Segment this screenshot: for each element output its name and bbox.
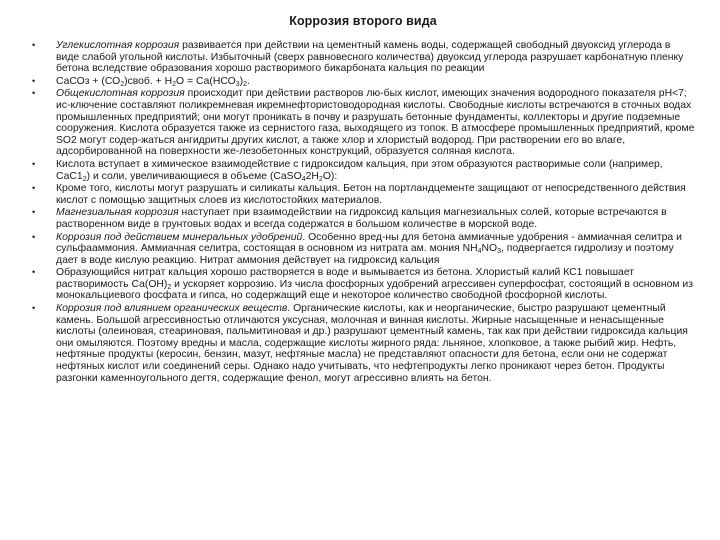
formula-sub: 2	[318, 175, 323, 183]
formula-sub: 2	[120, 80, 125, 88]
item-text: Образующийся нитрат кальция хорошо растворяется в воде и вымывается из бетона. Хлористый калий КС1 повышает растворимость Са(ОН)	[56, 267, 635, 290]
list-item	[30, 76, 696, 88]
bullet-icon: •	[32, 158, 36, 169]
bullet-icon: •	[32, 231, 36, 242]
formula-sub: 3	[235, 80, 240, 88]
bullet-icon: •	[32, 75, 36, 86]
list-item	[30, 303, 696, 384]
list-item	[30, 40, 696, 75]
item-text: NO	[481, 243, 498, 255]
formula-sub: 2	[167, 283, 172, 291]
item-text: происходит при действии растворов лю-бых кислот, имеющих значения водородного показателя рН<7; ис-ключение составляют поликремневая икремнефтористоводородная кислоты. Свободные кислоты встречаются в сточных водах промышленных предприятий; они могут проникать в почву и разрушать бетонные фундаменты, коллекторы и другие подземные сооружения. Кислота образуется также из сернистого газа, выходящего из топок. В атмосфере промышленных предприятий, кроме SO2 могут содер-жаться ангидриты других кислот, а также хлор и хлористый водород. При растворении его во влаге, адсорбированной на поверхности же-лезобетонных конструкций, образуется соляная кислота.	[56, 88, 695, 158]
formula-sub: 4	[477, 248, 482, 256]
slide-title: Коррозия второго вида	[289, 14, 437, 28]
formula-part: О = Са(НСО	[176, 75, 236, 87]
item-text: . Особенно вред-ны для бетона аммиачные удобрения - аммиачная селитра и сульфааммония. Аммиачная селитра, состоящая в основном из нитрата ам. мония NH	[56, 231, 682, 255]
formula-part: )своб. + Н	[124, 75, 173, 87]
item-text: , подвергается гидролизу и поэтому дает в воде кислую реакцию. Нитрат аммония действует на гидроксид кальция	[56, 243, 674, 266]
item-text: O):	[322, 170, 338, 182]
item-text: и ускоряет коррозию. Из числа фосфорных удобрений агрессивен суперфосфат, состоящий в основном из монокальциевого фосфата и гипса, но содержащий еще и некоторое количество свободной фосфорной кислоты.	[56, 278, 693, 302]
list-item	[30, 159, 696, 182]
formula-part: .	[246, 75, 250, 87]
formula-sub: 4	[301, 175, 306, 183]
item-text: ) и соли, увеличивающиеся в объеме (CaSO	[86, 170, 302, 182]
formula-sub: 3	[497, 248, 501, 256]
item-text: Кроме того, кислоты могут разрушать и силикаты кальция. Бетон на портландцементе защищают от непосредственного действия кислот с помощью защитных слоев из кислотостойких материалов.	[56, 183, 686, 206]
item-text: развивается при действии на цементный камень воды, содержащей свободный двуоксид углерода в виде слабой угольной кислоты. Избыточный (сверх равновесного количества) двуоксид углерода разрушает карбонатную пленку бетона вследствие образования хорошо растворимого бикарбоната кальция по реакции	[56, 40, 684, 75]
item-text: наступает при взаимодействии на гидроксид кальция магнезиальных солей, которые встречаются в растворенном виде в грунтовых водах и всегда содержатся в большом количестве в морской воде.	[56, 207, 667, 230]
bullet-icon: •	[32, 267, 36, 278]
item-lead: Коррозия под влиянием органических веществ	[56, 303, 288, 315]
item-lead: Магнезиальная коррозия	[56, 207, 179, 219]
formula-part: )	[239, 75, 244, 87]
item-lead: Углекислотная коррозия	[56, 40, 180, 51]
formula-sub: 2	[243, 80, 247, 88]
item-lead: Коррозия под действием минеральных удобрений	[56, 231, 303, 243]
formula-sub: 2	[82, 175, 87, 183]
bullet-icon: •	[32, 183, 36, 194]
list-item	[30, 88, 696, 158]
item-text: Кислота вступает в химическое взаимодействие с гидроксидом кальция, при этом образуются растворимые соли (например, СаС1	[56, 158, 663, 182]
bullet-list	[30, 40, 696, 384]
list-item	[30, 232, 696, 267]
bullet-icon: •	[32, 88, 36, 99]
formula-sub: 2	[172, 80, 177, 88]
list-item	[30, 183, 696, 206]
item-lead: Общекислотная коррозия	[56, 88, 185, 100]
list-item	[30, 267, 696, 302]
bullet-icon: •	[32, 40, 36, 50]
formula-part: СаСОз + (СО	[56, 75, 121, 87]
bullet-icon: •	[32, 207, 36, 218]
item-text: 2H	[305, 170, 319, 182]
item-text: . Органические кислоты, как и неорганические, быстро разрушают цементный камень. Большой агрессивностью отличаются уксусная, молочная и винная кислоты. Жирные насыщенные и ненасыщенные кислоты (олеиновая, стеариновая, пальмитиновая и др.) разрушают цементный камень, так как при действии гидроксида кальция они омыляются. Поэтому вредны и масла, содержащие кислоты жирного ряда: льняное, хлопковое, а также рыбий жир. Нефть, нефтяные продукты (керосин, бензин, мазут, нефтяные масла) не представляют опасности для бетона, если они не содержат нефтяных кислот или соединений серы. Однако надо учитывать, что нефтепродукты легко проникают через бетон. Продукты разгонки каменноугольного дегтя, содержащие фенол, могут агрессивно влиять на бетон.	[56, 303, 688, 384]
bullet-icon: •	[32, 303, 36, 314]
list-item	[30, 207, 696, 230]
